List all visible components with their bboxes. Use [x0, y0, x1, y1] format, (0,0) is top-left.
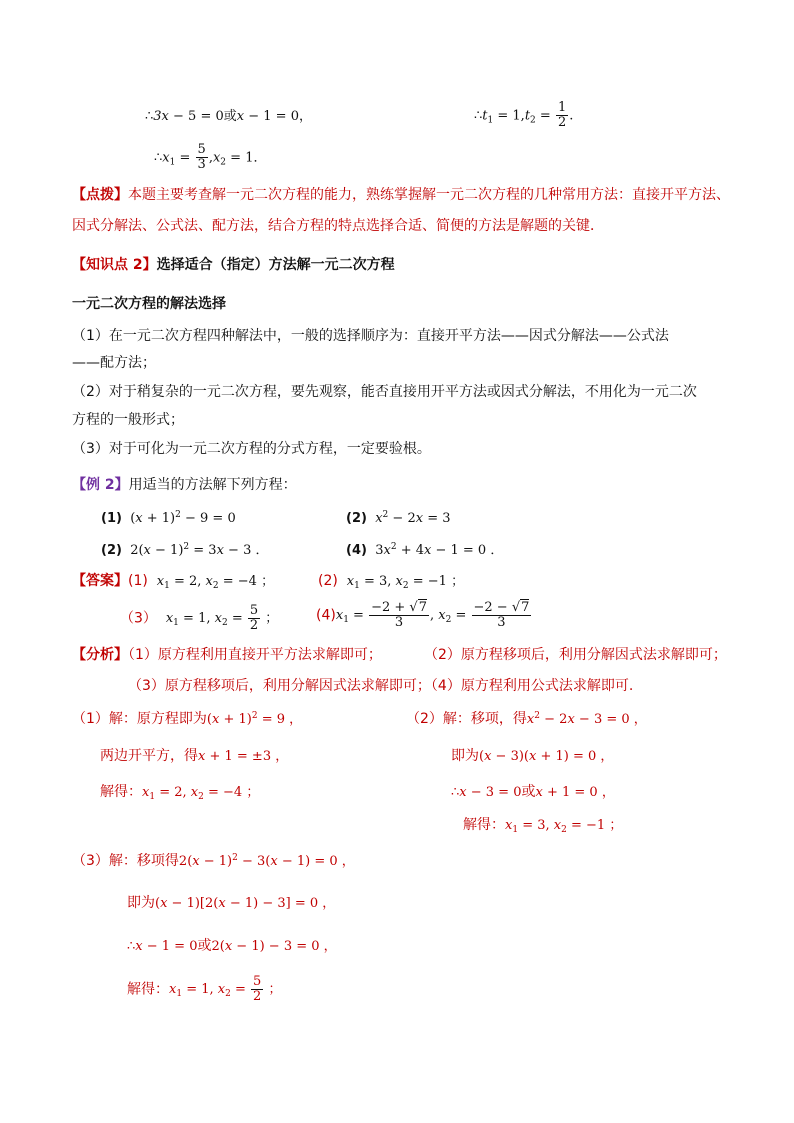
answer-label: (1) [128, 573, 148, 589]
answer-line-1: 【答案】(1) $x_1 = 2$, $x_2 = -4$ ； [72, 573, 275, 591]
knowledge-title: 选择适合（指定）方法解一元二次方程 [156, 257, 395, 273]
problem-2: (2) $x^2 - 2x = 3$ [346, 510, 451, 526]
answer-4: $(4)x_1$ = $\frac{-2 + √7}{3}$ , $x_2$ = $\frac{-2 - √7}{3}$ [316, 600, 530, 631]
analysis-4: （4）原方程利用公式法求解即可. [430, 678, 634, 694]
analysis-line-2 [128, 679, 633, 693]
problem-label: (4) [346, 543, 367, 558]
answer-label: （3） [120, 610, 157, 627]
answer-2: (2) $x_1 = 3$, $x_2 = -1$ ； [318, 573, 465, 591]
solution-3-line-3: ∴x − 1 = 0或2(x − 1) − 3 = 0 ， [127, 938, 337, 954]
para-2a: （2）对于稍复杂的一元二次方程，要先观察，能否直接用开平方法或因式分解法，不用化为一元二次 [72, 384, 697, 400]
problem-4: (4) $3x^2 + 4x - 1 = 0$ ． [346, 542, 504, 558]
solution-2-label: （2）解：移项，得 [406, 711, 527, 727]
analysis-3: （3）原方程移项后，利用分解因式法求解即可； [128, 678, 431, 694]
example-line [72, 478, 297, 492]
para-1b: ——配方法； [72, 355, 156, 371]
analysis-tag: 【分析】 [72, 647, 128, 663]
para-2b: 方程的一般形式； [72, 412, 184, 428]
example-text: 用适当的方法解下列方程： [128, 477, 297, 493]
or-word: 或 [223, 109, 237, 124]
problem-label: (1) [101, 511, 122, 526]
problem-3: (2) $2(x - 1)^2 = 3x - 3$ ． [101, 542, 269, 558]
solution-2-step: 即为 [451, 748, 479, 764]
tip-text-1: 本题主要考查解一元二次方程的能力，熟练掌握解一元二次方程的几种常用方法：直接开平方法、 [128, 187, 730, 203]
or-word: 或 [197, 938, 212, 954]
solution-2-line-2: 即为(x − 3)(x + 1) = 0 ， [451, 748, 614, 764]
answer-tag: 【答案】 [72, 573, 128, 589]
example-tag: 【例 2】 [72, 477, 129, 493]
problem-label: (2) [346, 511, 367, 526]
solution-3-line-1: （3）解：移项得$2(x - 1)^2 - 3(x - 1) = 0$ ， [72, 853, 355, 869]
solution-2-line-3: ∴x − 3 = 0或x + 1 = 0 ， [451, 784, 615, 800]
section-heading: 一元二次方程的解法选择 [72, 296, 226, 312]
problem-label: (2) [101, 543, 122, 558]
solution-3-result-label: 解得： [127, 981, 169, 998]
tip-tag: 【点拨】 [72, 187, 128, 203]
solution-2-result-label: 解得： [463, 817, 505, 833]
solution-1-line-3: 解得：$x_1 = 2$, $x_2 = -4$ ； [100, 784, 260, 802]
knowledge-point-heading [72, 258, 395, 272]
comma: ， [298, 109, 312, 124]
solution-3-line-4: 解得：$x_1 = 1$, $x_2$ = $\frac{5}{2}$ ； [127, 974, 282, 1005]
tip-text-2: 因式分解法、公式法、配方法，结合方程的特点选择合适、简便的方法是解题的关键． [72, 218, 604, 234]
tip-line-1 [72, 188, 730, 202]
solution-1-result-label: 解得： [100, 784, 142, 800]
solution-3-label: （3）解：移项得 [72, 853, 179, 869]
answer-label: (2) [318, 573, 338, 589]
or-word: 或 [521, 784, 536, 800]
problem-1: (1) $(x + 1)^2 - 9 = 0$ [101, 510, 236, 526]
analysis-2: （2）原方程移项后，利用分解因式法求解即可； [424, 647, 727, 663]
solution-1-line-2: 两边开平方，得x + 1 = ±3 ， [100, 748, 289, 764]
solution-1-line-1: （1）解：原方程即为$(x + 1)^2 = 9$ ， [72, 711, 303, 727]
prev-t-roots: $\therefore t_1 = 1,t_2$ = $\frac{1}{2}$ . [474, 100, 574, 131]
solution-2-line-1: （2）解：移项，得$x^2 - 2x - 3 = 0$ ， [406, 711, 647, 727]
solution-3-step: 即为 [127, 895, 155, 911]
solution-2-line-4: 解得：$x_1 = 3$, $x_2 = -1$ ； [463, 817, 623, 835]
analysis-line-1 [72, 648, 382, 662]
analysis-1: （1）原方程利用直接开平方法求解即可； [128, 647, 382, 663]
prev-x-roots: $\therefore x_1$ = $\frac{5}{3}$ $,x_2 = 1$． [154, 142, 267, 173]
knowledge-tag: 【知识点 2】 [72, 257, 157, 273]
para-3: （3）对于可化为一元二次方程的分式方程，一定要验根。 [72, 441, 431, 457]
answer-3: （3） $x_1 = 1$, $x_2$ = $\frac{5}{2}$ ； [120, 603, 279, 634]
answer-label: (4) [316, 607, 336, 624]
para-1a: （1）在一元二次方程四种解法中，一般的选择顺序为：直接开平方法——因式分解法——公式法 [72, 328, 669, 344]
solution-1-label: （1）解：原方程即为 [72, 711, 207, 727]
solution-1-step: 两边开平方，得 [100, 748, 198, 764]
solution-3-line-2: 即为(x − 1)[2(x − 1) − 3] = 0 ， [127, 895, 336, 911]
prev-eq-line: ∴3x − 5 = 0或x − 1 = 0， [145, 109, 312, 124]
